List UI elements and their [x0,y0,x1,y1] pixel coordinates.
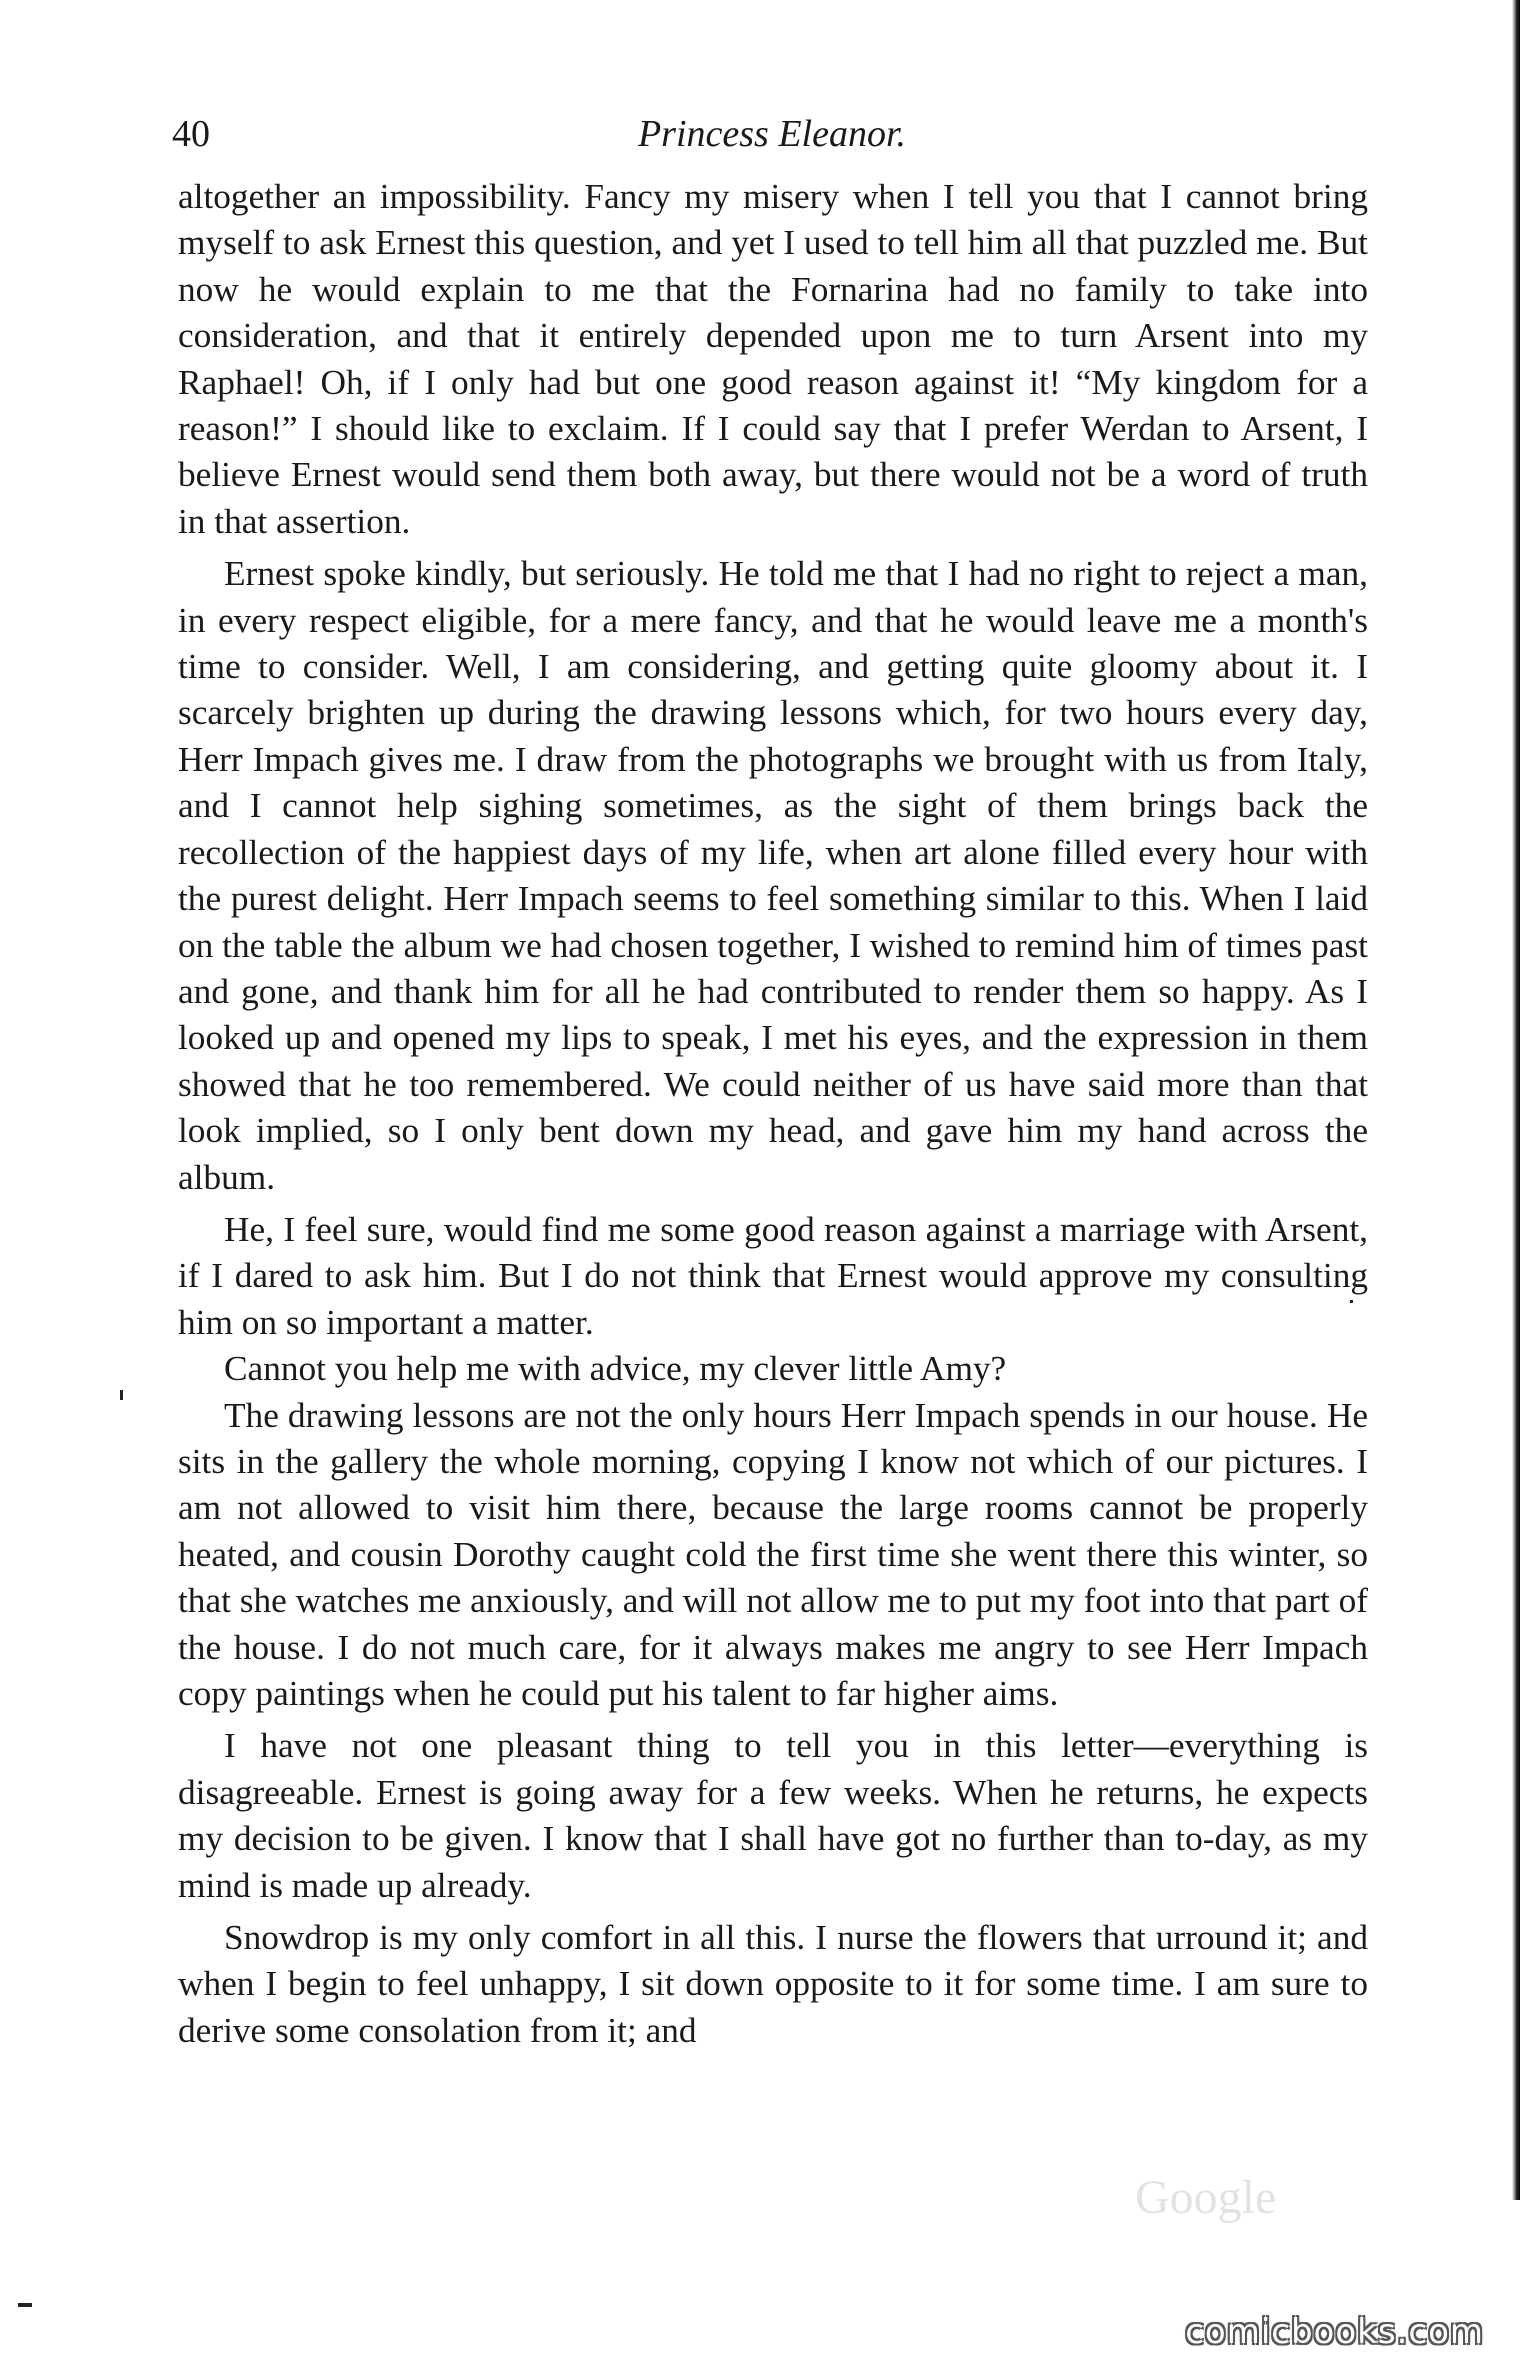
site-watermark: comicbooks.com [1185,2312,1484,2352]
running-title: Princess Eleanor. [637,113,907,155]
paragraph-5: The drawing lessons are not the only hours Herr Impach spends in our house. He sits in the gallery the whole morning, copying I know not which of our pictures. I am not allowed to visit him there, because the large rooms cannot be properly heated, and cousin Dorothy caught cold the first time she went there this winter, so that she watches me anxiously, and will not allow me to put my foot into that part of the house. I do not much care, for it always makes me angry to see Herr Impach copy paintings when he could put his talent to far higher aims. [178,1395,1368,1713]
paragraph-4: Cannot you help me with advice, my clever little Amy? [224,1349,1007,1389]
paragraph-6: I have not one pleasant thing to tell you in this letter—everything is disagreeable. Ernest is going away for a few weeks. When he returns, he expects my decision to be given. I know that I shall have got no further than to-day, as my mind is made up already. [178,1726,1368,1905]
paragraph-3: He, I feel sure, would find me some good reason against a marriage with Arsent, if I dared to ask him. But I do not think that Ernest would approve my consulting him on so important a matter. [178,1209,1368,1342]
body-text [178,174,1368,2054]
page-number: 40 [172,113,210,155]
paragraph-2: Ernest spoke kindly, but seriously. He told me that I had no right to reject a man, in every respect eligible, for a mere fancy, and that he would leave me a month's time to consider. Well, I am considering, and getting quite gloomy about it. I scarcely brighten up during the drawing lessons which, for two hours every day, Herr Impach gives me. I draw from the photographs we brought with us from Italy, and I cannot help sighing sometimes, as the sight of them brings back the recollection of the happiest days of my life, when art alone filled every hour with the purest delight. Herr Impach seems to feel something similar to this. When I laid on the table the album we had chosen together, I wished to remind him of times past and gone, and thank him for all he had contributed to render them so happy. As I looked up and opened my lips to speak, I met his eyes, and the expression in them showed that he too remembered. We could neither of us have said more than that look implied, so I only bent down my head, and gave him my hand across the album. [178,554,1368,1197]
google-watermark: Google [1135,2171,1277,2224]
scan-speck [1350,1300,1353,1303]
running-header [172,112,1372,162]
scan-speck [120,1390,123,1400]
paragraph-7: Snowdrop is my only comfort in all this. I nurse the flowers that urround it; and when I begin to feel unhappy, I sit down opposite to it for some time. I am sure to derive some consolation from it; and [178,1918,1368,2050]
paragraph-1: altogether an impossibility. Fancy my misery when I tell you that I cannot bring myself to ask Ernest this question, and yet I used to tell him all that puzzled me. But now he would explain to me that the Fornarina had no family to take into consideration, and that it entirely depended upon me to turn Arsent into my Raphael! Oh, if I only had but one good reason against it! “My kingdom for a reason!” I should like to exclaim. If I could say that I prefer Werdan to Arsent, I believe Ernest would send them both away, but there would not be a word of truth in that assertion. [178,177,1368,541]
page-edge-shadow [1512,0,1520,2200]
scan-speck [18,2303,32,2307]
